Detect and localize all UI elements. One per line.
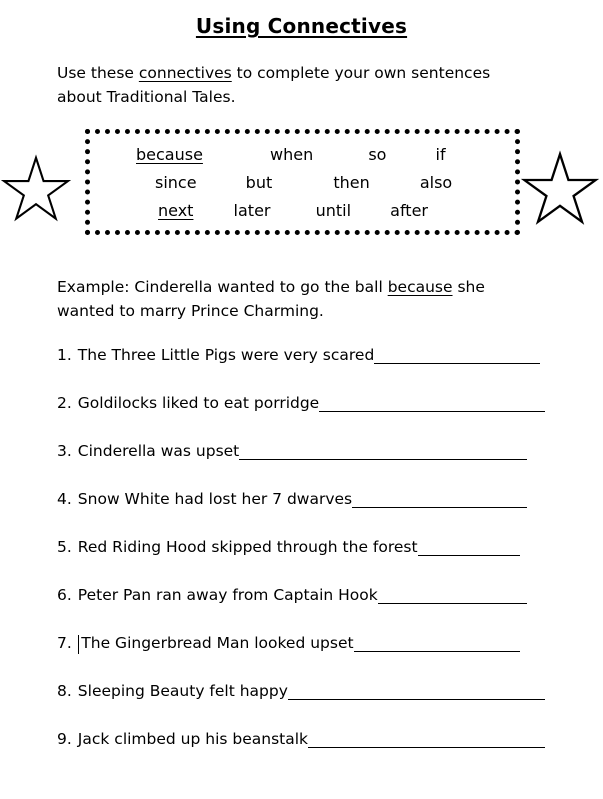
connective-word: because bbox=[136, 145, 203, 164]
example-underlined-word: because bbox=[387, 278, 453, 296]
intro-paragraph bbox=[57, 61, 535, 109]
connective-word: so bbox=[368, 145, 387, 164]
page-title-text: Using Connectives bbox=[195, 14, 408, 38]
connective-word: also bbox=[419, 173, 453, 192]
connective-word: until bbox=[315, 201, 352, 220]
answer-blank[interactable] bbox=[378, 603, 527, 604]
sentence-text: The Three Little Pigs were very scared bbox=[77, 346, 375, 364]
sentence-number: 2. bbox=[57, 394, 72, 412]
connective-word: since bbox=[155, 173, 197, 192]
example-suffix: she wanted to marry Prince Charming. bbox=[57, 278, 485, 320]
connective-word: if bbox=[435, 145, 446, 164]
connectives-row-2 bbox=[90, 169, 515, 197]
connective-word: when bbox=[270, 145, 314, 164]
sentence-text: Red Riding Hood skipped through the forest bbox=[77, 538, 418, 556]
sentence-row-8 bbox=[57, 680, 545, 702]
sentence-number: 1. bbox=[57, 346, 72, 364]
star-icon bbox=[1, 146, 71, 234]
sentence-number: 4. bbox=[57, 490, 72, 508]
sentence-number: 9. bbox=[57, 730, 72, 748]
sentence-row-7 bbox=[57, 632, 545, 654]
sentence-number: 7. bbox=[57, 634, 72, 652]
answer-blank[interactable] bbox=[319, 411, 545, 412]
connectives-row-1 bbox=[90, 141, 515, 169]
answer-blank[interactable] bbox=[418, 555, 520, 556]
text-cursor-caret bbox=[78, 635, 80, 654]
connectives-section bbox=[0, 129, 603, 239]
sentence-row-1 bbox=[57, 344, 545, 366]
sentence-number: 3. bbox=[57, 442, 72, 460]
sentence-row-9 bbox=[57, 728, 545, 750]
sentence-text: Peter Pan ran away from Captain Hook bbox=[77, 586, 378, 604]
connective-word: but bbox=[245, 173, 273, 192]
connectives-row-3 bbox=[90, 197, 515, 225]
intro-suffix: to complete your own sentences about Traditional Tales. bbox=[57, 64, 491, 106]
sentence-list bbox=[57, 344, 545, 750]
sentence-text: Sleeping Beauty felt happy bbox=[77, 682, 288, 700]
answer-blank[interactable] bbox=[352, 507, 527, 508]
example-prefix: Example: Cinderella wanted to go the ball bbox=[57, 278, 388, 296]
intro-prefix: Use these bbox=[57, 64, 139, 82]
sentence-text: Jack climbed up his beanstalk bbox=[77, 730, 309, 748]
sentence-text: The Gingerbread Man looked upset bbox=[81, 634, 354, 652]
sentence-number: 6. bbox=[57, 586, 72, 604]
intro-underlined-word: connectives bbox=[138, 64, 232, 82]
connective-word: later bbox=[233, 201, 271, 220]
sentence-row-4 bbox=[57, 488, 545, 510]
sentence-row-5 bbox=[57, 536, 545, 558]
sentence-text: Snow White had lost her 7 dwarves bbox=[77, 490, 353, 508]
answer-blank[interactable] bbox=[374, 363, 540, 364]
sentence-text: Cinderella was upset bbox=[77, 442, 240, 460]
sentence-text: Goldilocks liked to eat porridge bbox=[77, 394, 320, 412]
answer-blank[interactable] bbox=[354, 651, 520, 652]
sentence-number: 5. bbox=[57, 538, 72, 556]
sentence-row-2 bbox=[57, 392, 545, 414]
example-paragraph bbox=[57, 275, 539, 323]
connective-word: then bbox=[333, 173, 370, 192]
sentence-number: 8. bbox=[57, 682, 72, 700]
connective-word: next bbox=[158, 201, 194, 220]
sentence-row-6 bbox=[57, 584, 545, 606]
connectives-word-bank bbox=[85, 129, 520, 235]
answer-blank[interactable] bbox=[239, 459, 527, 460]
star-icon bbox=[521, 146, 599, 234]
page-title bbox=[0, 0, 603, 38]
connective-word: after bbox=[390, 201, 428, 220]
answer-blank[interactable] bbox=[308, 747, 545, 748]
sentence-row-3 bbox=[57, 440, 545, 462]
answer-blank[interactable] bbox=[288, 699, 545, 700]
